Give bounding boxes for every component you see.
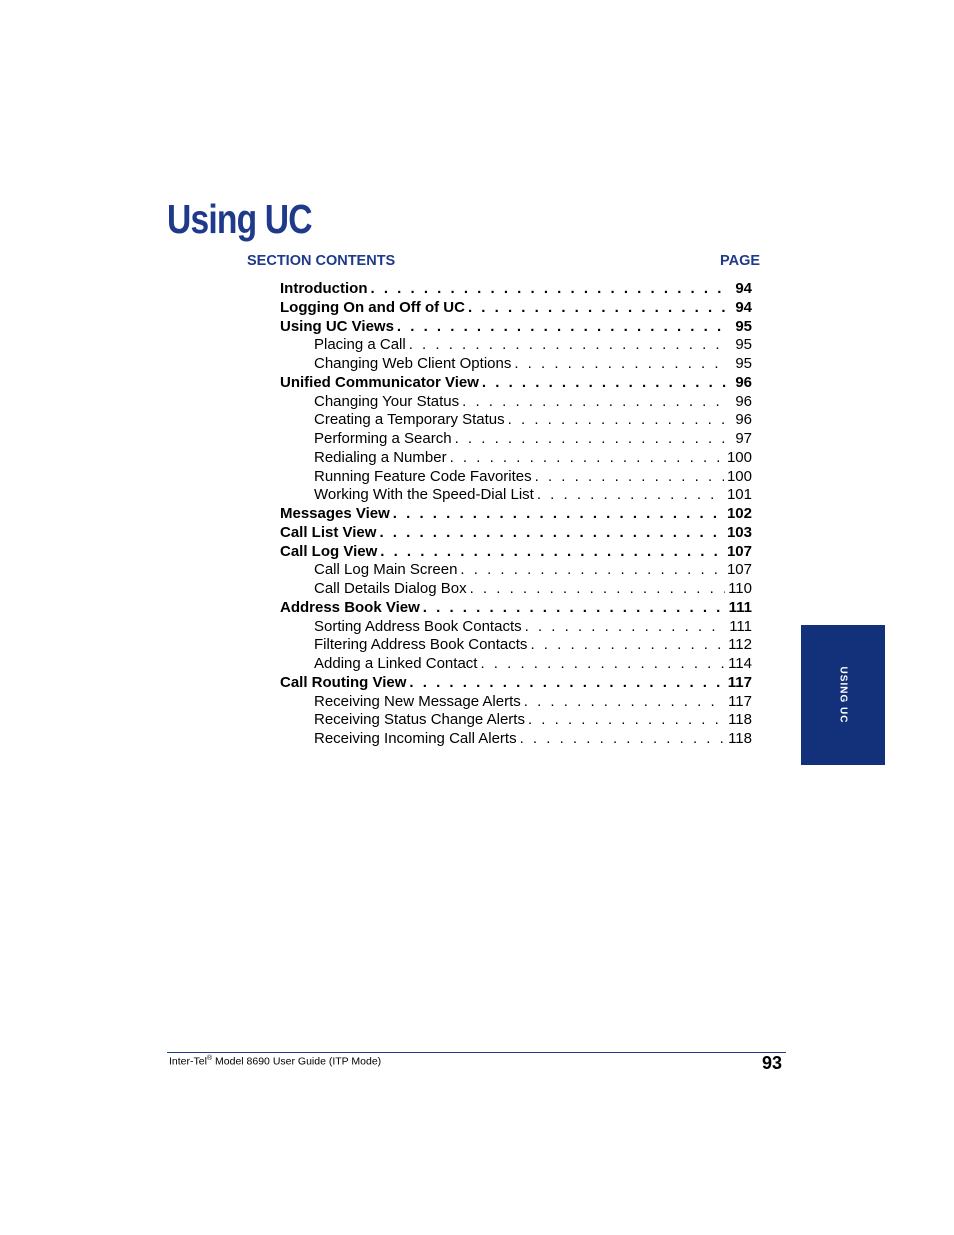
toc-entry[interactable] (280, 561, 752, 580)
toc-entry-label: Call Details Dialog Box (314, 580, 467, 597)
toc-entry-label: Adding a Linked Contact (314, 655, 478, 672)
toc-leader-dots (370, 280, 727, 299)
toc-entry-label: Using UC Views (280, 317, 394, 335)
toc-entry[interactable] (280, 280, 752, 299)
toc-entry-page: 102 (726, 505, 752, 522)
toc-leader-dots (409, 336, 727, 355)
toc-entry-label: Logging On and Off of UC (280, 298, 465, 316)
toc-leader-dots (514, 355, 727, 374)
toc-entry[interactable] (280, 318, 752, 337)
toc-leader-dots (455, 430, 727, 449)
toc-entry-page: 107 (726, 561, 752, 579)
toc-entry-page: 97 (735, 430, 752, 447)
toc-entry[interactable] (280, 299, 752, 318)
toc-entry-label: Sorting Address Book Contacts (314, 617, 522, 635)
toc-entry[interactable] (280, 618, 752, 637)
toc-leader-dots (528, 711, 725, 730)
toc-entry-label: Redialing a Number (314, 448, 447, 466)
toc-entry-page: 95 (735, 336, 752, 354)
side-tab-label: USING UC (837, 666, 849, 724)
toc-entry-label: Call List View (280, 523, 377, 541)
toc-entry[interactable] (280, 580, 752, 599)
registered-mark: ® (206, 1055, 213, 1062)
toc-entry-label: Placing a Call (314, 336, 406, 354)
toc-entry[interactable] (280, 636, 752, 655)
toc-entry-label: Call Log Main Screen (314, 561, 458, 579)
footer-text (169, 1055, 381, 1068)
page-number: 93 (762, 1053, 783, 1073)
toc-leader-dots (393, 505, 724, 524)
toc-leader-dots (397, 318, 727, 337)
toc-entry[interactable] (280, 468, 752, 487)
toc-entry[interactable] (280, 355, 752, 374)
toc-leader-dots (530, 636, 725, 655)
toc-entry-page: 107 (726, 542, 752, 560)
toc-leader-dots (508, 411, 727, 430)
toc-entry[interactable] (280, 599, 752, 618)
toc-entry-label: Receiving New Message Alerts (314, 692, 521, 710)
toc-leader-dots (470, 580, 726, 599)
toc-leader-dots (423, 599, 726, 618)
toc-leader-dots (520, 730, 725, 749)
toc-entry-page: 111 (728, 598, 752, 616)
toc-entry-page: 95 (735, 317, 752, 335)
toc-leader-dots (409, 674, 724, 693)
footer-title: Model 8690 User Guide (ITP Mode) (212, 1055, 382, 1068)
section-contents-header: SECTION CONTENTS (247, 253, 396, 269)
toc-entry-label: Messages View (280, 505, 390, 522)
toc-entry-page: 95 (735, 355, 752, 372)
toc-entry-label: Unified Communicator View (280, 373, 479, 391)
toc-entry-page: 118 (728, 711, 752, 729)
toc-entry[interactable] (280, 449, 752, 468)
toc-entry-page: 117 (727, 673, 752, 691)
toc-entry-label: Working With the Speed-Dial List (314, 486, 534, 504)
toc-entry-label: Changing Your Status (314, 392, 460, 410)
page-title: Using UC (167, 196, 312, 242)
toc-entry[interactable] (280, 393, 752, 412)
toc-entry[interactable] (280, 336, 752, 355)
footer-brand: Inter-Tel (169, 1055, 207, 1068)
toc-entry-label: Filtering Address Book Contacts (314, 636, 528, 654)
toc-leader-dots (535, 468, 724, 487)
toc-entry-label: Running Feature Code Favorites (314, 467, 532, 485)
toc-entry-page: 110 (728, 580, 752, 597)
toc-leader-dots (380, 543, 724, 562)
toc-leader-dots (460, 561, 724, 580)
toc-entry-page: 114 (728, 655, 752, 672)
toc-entry-page: 96 (735, 411, 752, 429)
toc-entry-page: 100 (726, 467, 752, 485)
toc-leader-dots (468, 299, 727, 318)
toc-entry[interactable] (280, 674, 752, 693)
toc-entry-page: 96 (735, 392, 752, 410)
toc-entry[interactable] (280, 374, 752, 393)
toc-entry-label: Performing a Search (314, 430, 452, 447)
toc-entry[interactable] (280, 543, 752, 562)
toc-entry-page: 117 (728, 692, 752, 710)
toc-entry-page: 103 (726, 523, 752, 541)
toc-leader-dots (524, 693, 725, 712)
footer-divider (167, 1052, 786, 1053)
page-column-header: PAGE (720, 253, 761, 269)
toc-leader-dots (537, 486, 724, 505)
toc-entry[interactable] (280, 505, 752, 524)
toc-leader-dots (480, 655, 725, 674)
toc-entry-page: 118 (728, 730, 752, 747)
toc-entry-label: Creating a Temporary Status (314, 411, 505, 429)
toc-leader-dots (450, 449, 724, 468)
toc-entry[interactable] (280, 711, 752, 730)
toc-entry-label: Call Routing View (280, 673, 407, 691)
toc-entry[interactable] (280, 730, 752, 749)
toc-entry-page: 94 (735, 280, 752, 297)
toc-entry-page: 101 (726, 486, 752, 504)
table-of-contents (280, 280, 752, 749)
toc-entry[interactable] (280, 693, 752, 712)
toc-entry-label: Introduction (280, 280, 368, 297)
toc-entry-page: 112 (728, 636, 752, 654)
toc-leader-dots (525, 618, 727, 637)
toc-entry-label: Call Log View (280, 542, 378, 560)
toc-leader-dots (379, 524, 724, 543)
toc-entry-page: 100 (726, 448, 752, 466)
toc-entry[interactable] (280, 524, 752, 543)
toc-entry-page: 111 (729, 617, 752, 635)
toc-entry-page: 94 (735, 298, 752, 316)
side-tab (801, 625, 885, 765)
toc-leader-dots (462, 393, 727, 412)
toc-entry-label: Changing Web Client Options (314, 355, 512, 372)
toc-entry[interactable] (280, 430, 752, 449)
toc-entry[interactable] (280, 486, 752, 505)
toc-entry-label: Address Book View (280, 598, 420, 616)
toc-entry-label: Receiving Incoming Call Alerts (314, 730, 517, 747)
toc-entry[interactable] (280, 411, 752, 430)
toc-leader-dots (482, 374, 727, 393)
toc-entry-page: 96 (735, 373, 752, 391)
toc-entry[interactable] (280, 655, 752, 674)
toc-entry-label: Receiving Status Change Alerts (314, 711, 525, 729)
